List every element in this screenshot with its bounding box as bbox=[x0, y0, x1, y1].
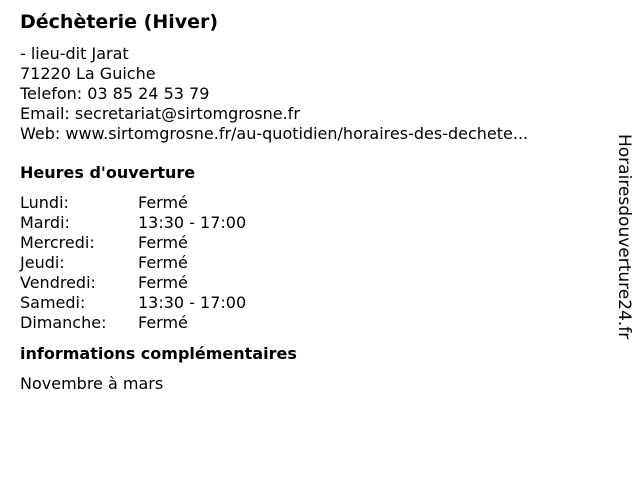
hours-row-mardi bbox=[20, 213, 600, 233]
address-city: 71220 La Guiche bbox=[20, 64, 156, 83]
page-title: Déchèterie (Hiver) bbox=[20, 11, 219, 33]
hours-row-samedi bbox=[20, 293, 600, 313]
hours-table bbox=[20, 193, 600, 333]
day-hours: 13:30 - 17:00 bbox=[138, 293, 247, 312]
day-hours: Fermé bbox=[138, 233, 188, 252]
place-details bbox=[20, 8, 600, 394]
day-label: Mardi: bbox=[20, 213, 70, 232]
phone-text[interactable]: Telefon: 03 85 24 53 79 bbox=[20, 84, 210, 103]
day-hours: Fermé bbox=[138, 313, 188, 332]
day-hours: 13:30 - 17:00 bbox=[138, 213, 247, 232]
hours-row-dimanche bbox=[20, 313, 600, 333]
day-label: Samedi: bbox=[20, 293, 86, 312]
day-label: Vendredi: bbox=[20, 273, 96, 292]
day-label: Dimanche: bbox=[20, 313, 107, 332]
info-text: Novembre à mars bbox=[20, 374, 164, 393]
day-label: Jeudi: bbox=[20, 253, 65, 272]
day-label: Mercredi: bbox=[20, 233, 95, 252]
hours-row-vendredi bbox=[20, 273, 600, 293]
info-heading: informations complémentaires bbox=[20, 344, 297, 363]
address-block bbox=[20, 44, 600, 144]
hours-row-jeudi bbox=[20, 253, 600, 273]
address-street: - lieu-dit Jarat bbox=[20, 44, 129, 63]
web-text[interactable]: Web: www.sirtomgrosne.fr/au-quotidien/horaires-des-dechete... bbox=[20, 124, 529, 143]
hours-heading: Heures d'ouverture bbox=[20, 163, 196, 182]
day-hours: Fermé bbox=[138, 253, 188, 272]
day-label: Lundi: bbox=[20, 193, 69, 212]
email-text[interactable]: Email: secretariat@sirtomgrosne.fr bbox=[20, 104, 300, 123]
hours-row-lundi bbox=[20, 193, 600, 213]
day-hours: Fermé bbox=[138, 193, 188, 212]
day-hours: Fermé bbox=[138, 273, 188, 292]
hours-row-mercredi bbox=[20, 233, 600, 253]
brand-watermark: Horairesdouverture24.fr bbox=[614, 134, 634, 340]
